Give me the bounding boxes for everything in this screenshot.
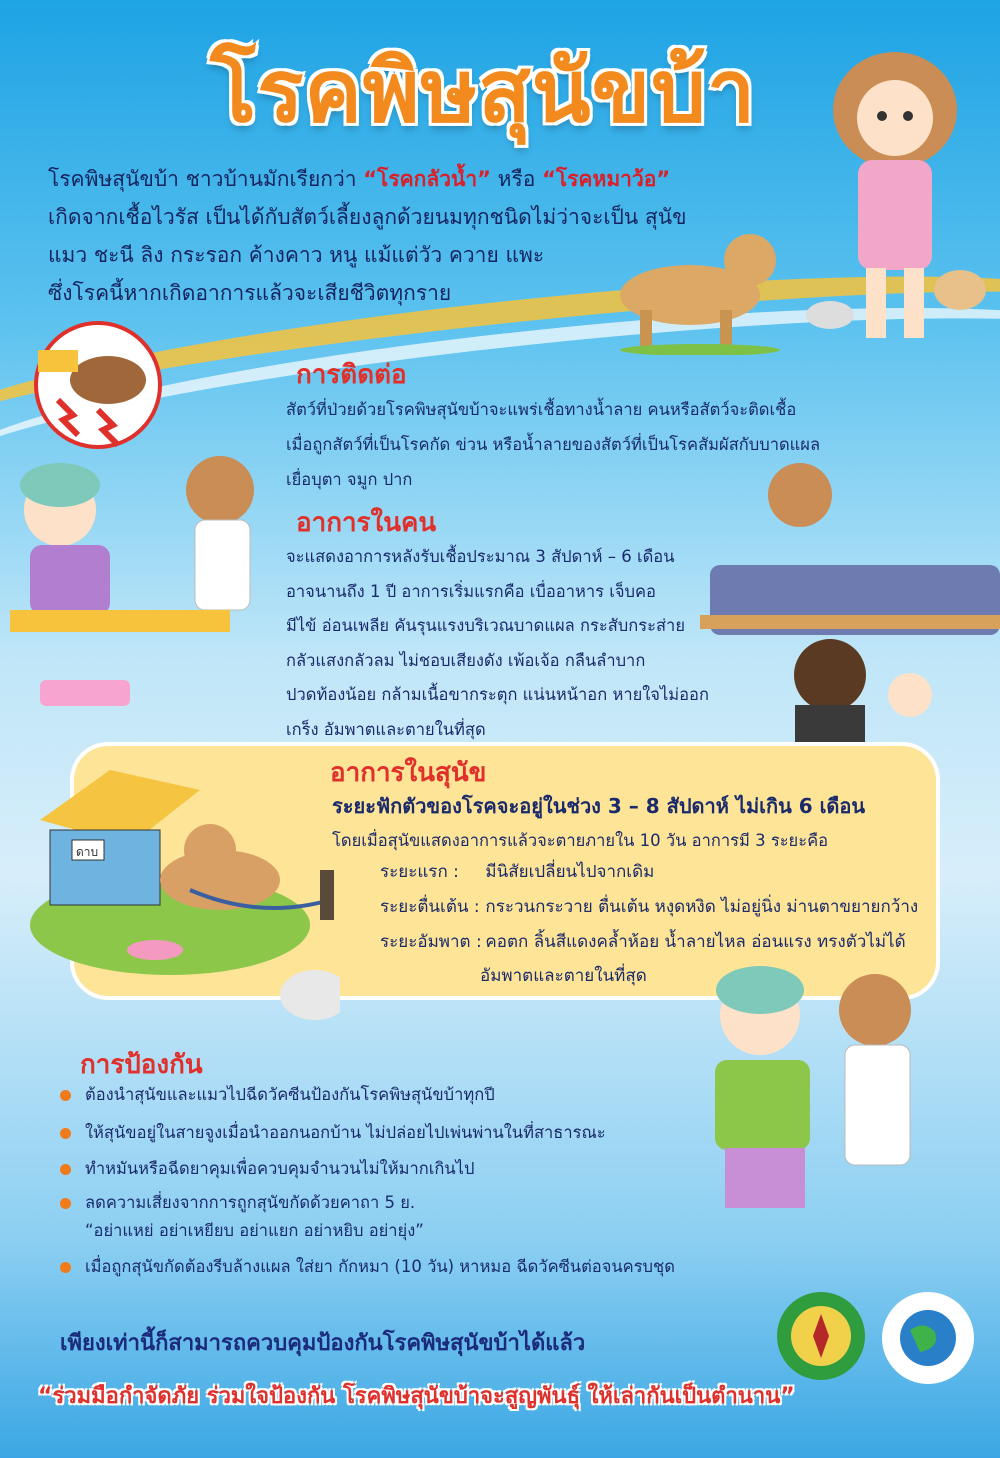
prevention-item: ทำหมันหรือฉีดยาคุมเพื่อควบคุมจำนวนไม่ให้มากเกินไป <box>60 1156 474 1182</box>
stage-text: มีนิสัยเปลี่ยนไปจากเดิม <box>485 862 655 882</box>
human-symptoms-line: มีไข้ อ่อนเพลีย คันรุนแรงบริเวณบาดแผล กระสับกระส่าย <box>286 616 685 635</box>
stage-continuation: อัมพาตและตายในที่สุด <box>480 966 647 986</box>
prevention-item: ลดความเสี่ยงจากการถูกสุนัขกัดด้วยคาถา 5 ย. <box>60 1190 415 1216</box>
doghouse-sign: ดาบ <box>76 845 99 859</box>
chained-dog-illustration <box>20 750 340 1040</box>
human-symptoms-line: กลัวแสงกลัวลม ไม่ชอบเสียงดัง เพ้อเจ้อ กลืนลำบาก <box>286 650 646 670</box>
intro-line-1: โรคพิษสุนัขบ้า ชาวบ้านมักเรียกว่า “โรคกลัวน้ำ” หรือ “โรคหมาว้อ” <box>48 167 671 191</box>
intro-line-3: แมว ชะนี ลิง กระรอก ค้างคาว หนู แม้แต่วัว ควาย แพะ <box>48 243 545 267</box>
stage-label: ระยะแรก : <box>380 862 459 882</box>
human-symptoms-text <box>286 540 716 747</box>
bullet-dot <box>60 1198 71 1209</box>
stage-text: กระวนกระวาย ตื่นเต้น หงุดหงิด ไม่อยู่นิ่ง ม่านตาขยายกว้าง <box>485 897 919 917</box>
transmission-line: เยื่อบุตา จมูก ปาก <box>286 470 413 489</box>
intro-line-4: ซึ่งโรคนี้หากเกิดอาการแล้วจะเสียชีวิตทุกราย <box>48 281 452 305</box>
human-symptoms-heading: อาการในคน <box>296 508 437 538</box>
stage-row-excitement <box>380 893 918 920</box>
transmission-line: เมื่อถูกสัตว์ที่เป็นโรคกัด ข่วน หรือน้ำลายของสัตว์ที่เป็นโรคสัมผัสกับบาดแผล <box>286 435 821 454</box>
transmission-text <box>286 392 846 497</box>
world-rabies-day-logo <box>880 1290 976 1386</box>
bullet-dot <box>60 1262 71 1273</box>
dog-bite-illustration <box>18 320 178 450</box>
prevention-item: เมื่อถูกสุนัขกัดต้องรีบล้างแผล ใส่ยา กักหมา (10 วัน) หาหมอ ฉีดวัคซีนต่อจนครบชุด <box>60 1254 675 1280</box>
doctor-treating-patient-illustration <box>0 440 270 740</box>
stage-text: คอตก ลิ้นสีแดงคล้ำห้อย น้ำลายไหล อ่อนแรง ทรงตัวไม่ได้ <box>485 932 906 952</box>
transmission-heading: การติดต่อ <box>296 360 407 390</box>
intro-line-2: เกิดจากเชื้อไวรัส เป็นได้กับสัตว์เลี้ยงลูกด้วยนมทุกชนิดไม่ว่าจะเป็น สุนัข <box>48 205 687 229</box>
stage-label: ระยะตื่นเต้น : <box>380 897 480 917</box>
dog-symptoms-heading: อาการในสุนัข <box>330 758 487 788</box>
stage-row-early <box>380 858 654 885</box>
closing-statement: เพียงเท่านี้ก็สามารถควบคุมป้องกันโรคพิษสุนัขบ้าได้แล้ว <box>60 1331 586 1356</box>
human-symptoms-line: เกร็ง อัมพาตและตายในที่สุด <box>286 719 486 739</box>
girl-with-dogs-illustration <box>800 40 990 350</box>
bullet-dot <box>60 1128 71 1139</box>
human-symptoms-line: อาจนานถึง 1 ปี อาการเริ่มแรกคือ เบื่ออาหาร เจ็บคอ <box>286 581 656 601</box>
five-dont-mantra: “อย่าแหย่ อย่าเหยียบ อย่าแยก อย่าหยิบ อย่ายุ่ง” <box>85 1221 424 1240</box>
prevention-item: ให้สุนัขอยู่ในสายจูงเมื่อนำออกนอกบ้าน ไม่ปล่อยไปเพ่นพ่านในที่สาธารณะ <box>60 1120 606 1146</box>
human-symptoms-line: ปวดท้องน้อย กล้ามเนื้อขากระตุก แน่นหน้าอก หายใจไม่ออก <box>286 685 709 704</box>
highlight-fear-of-water: “โรคกลัวน้ำ” <box>363 167 491 191</box>
family-grieving-illustration <box>700 455 1000 745</box>
bullet-dot <box>60 1164 71 1175</box>
page-title: โรคพิษสุนัขบ้า <box>210 42 757 142</box>
bullet-dot <box>60 1090 71 1101</box>
vaccination-illustration <box>700 960 970 1230</box>
rabid-dog-illustration <box>600 215 800 355</box>
department-disease-control-logo <box>775 1290 867 1382</box>
highlight-maa-wor: “โรคหมาว้อ” <box>542 167 671 191</box>
prevention-heading: การป้องกัน <box>80 1050 203 1080</box>
stage-label: ระยะอัมพาต : <box>380 932 482 952</box>
incubation-period: ระยะฟักตัวของโรคจะอยู่ในช่วง 3 – 8 สัปดาห์ ไม่เกิน 6 เดือน <box>332 794 866 818</box>
dog-symptoms-intro: โดยเมื่อสุนัขแสดงอาการแล้วจะตายภายใน 10 วัน อาการมี 3 ระยะคือ <box>332 831 829 850</box>
campaign-slogan: “ร่วมมือกำจัดภัย ร่วมใจป้องกัน โรคพิษสุนัขบ้าจะสูญพันธุ์ ให้เล่ากันเป็นตำนาน” <box>38 1384 795 1409</box>
transmission-line: สัตว์ที่ป่วยด้วยโรคพิษสุนัขบ้าจะแพร่เชื้อทางน้ำลาย คนหรือสัตว์จะติดเชื้อ <box>286 400 797 419</box>
human-symptoms-line: จะแสดงอาการหลังรับเชื้อประมาณ 3 สัปดาห์ – 6 เดือน <box>286 547 675 566</box>
stage-row-paralysis <box>380 928 906 955</box>
prevention-item: ต้องนำสุนัขและแมวไปฉีดวัคซีนป้องกันโรคพิษสุนัขบ้าทุกปี <box>60 1082 495 1108</box>
